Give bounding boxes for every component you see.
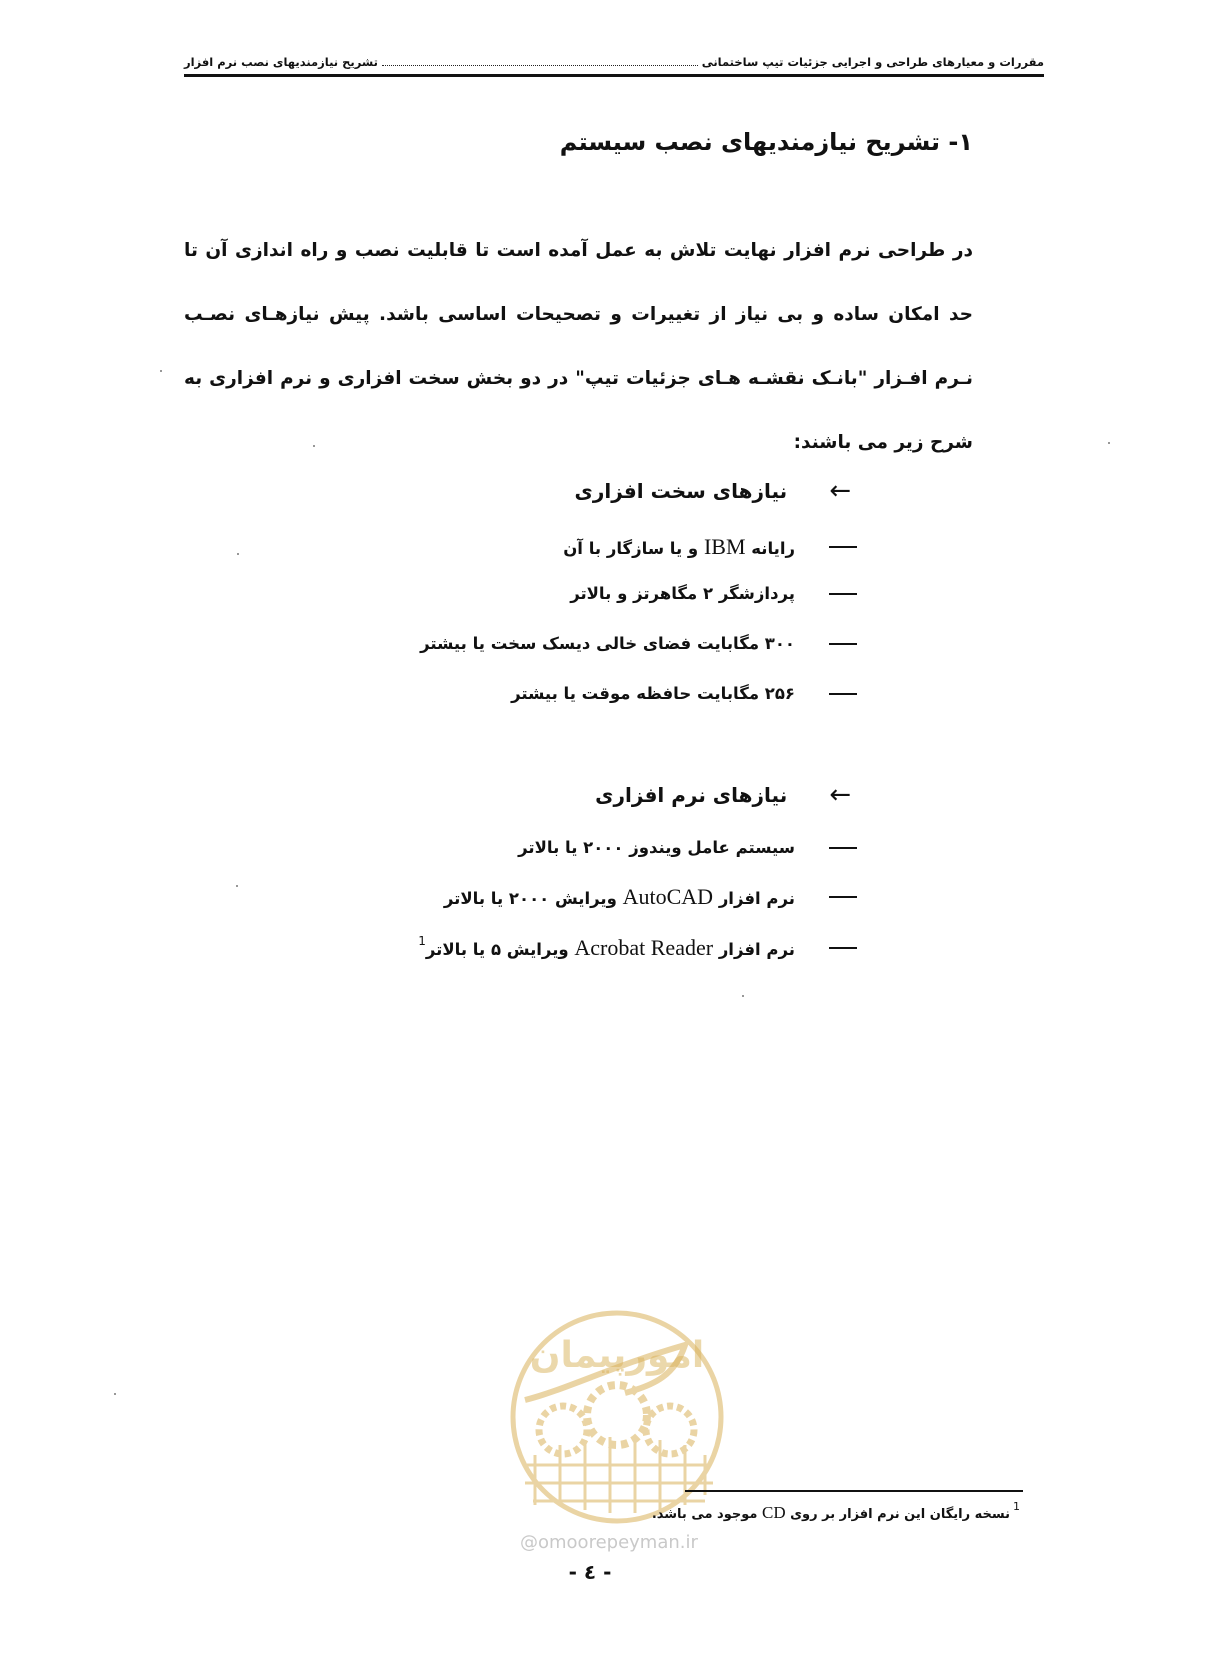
scan-speck <box>236 885 238 887</box>
running-header-section: تشریح نیازمندیهای نصب نرم افزار <box>184 55 378 69</box>
hardware-item-ibm <box>563 534 857 560</box>
software-item-windows <box>518 838 857 857</box>
dash-bullet <box>829 643 857 645</box>
intro-paragraph: در طراحی نرم افزار نهایت تلاش به عمل آمده است تا قابلیت نصب و راه اندازی آن تا حد امکان ساده و بی نیاز از تغییرات و تصحیحات اساسی باشد. پیش نیازهـای نصـب نـرم افـزار "بانـک نقشـه هـای جزئیات تیپ" در دو بخش سخت افزاری و نرم افزاری به شرح زیر می باشند: <box>184 239 973 453</box>
hardware-requirements-heading <box>575 478 851 504</box>
hardware-item-text: رایانه IBM و یا سازگار با آن <box>563 534 795 559</box>
software-item-autocad <box>444 884 857 910</box>
hardware-requirements-title: نیازهای سخت افزاری <box>574 479 788 503</box>
software-requirements-heading <box>595 782 851 808</box>
software-item-acrobat <box>416 934 857 961</box>
hardware-item-text: پردازشگر ۲ مگاهرتز و بالاتر <box>570 584 795 603</box>
arrow-left-icon: ← <box>829 476 851 506</box>
dash-bullet <box>829 693 857 695</box>
dash-bullet <box>829 847 857 849</box>
running-header <box>184 52 1044 72</box>
software-item-text: نرم افزار Acrobat Reader ویرایش ۵ یا بالاتر$^1$ <box>418 934 795 960</box>
scan-speck <box>160 370 162 372</box>
watermark-url: @omoorepeyman.ir <box>520 1532 698 1553</box>
dash-bullet <box>829 593 857 595</box>
scan-speck <box>114 1393 116 1395</box>
footnote-reference[interactable]: 1 <box>418 934 426 948</box>
software-item-text: نرم افزار AutoCAD ویرایش ۲۰۰۰ یا بالاتر <box>443 884 795 909</box>
header-rule <box>184 74 1044 77</box>
footnote-rule <box>685 1490 1023 1492</box>
dash-bullet <box>829 947 857 949</box>
section-heading: ۱- تشریح نیازمندیهای نصب سیستم <box>559 128 973 156</box>
scan-speck <box>313 445 315 447</box>
hardware-item-disk <box>420 634 857 653</box>
footnote-text: نسخه رایگان این نرم افزار بر روی CD موجود می باشد. <box>651 1503 1010 1522</box>
page-number: - ٤ - <box>568 1560 612 1584</box>
hardware-item-processor <box>570 584 857 603</box>
footnote-number: 1 <box>1013 1500 1020 1513</box>
scan-speck <box>742 995 744 997</box>
svg-text:امورپیمان: امورپیمان <box>529 1335 705 1376</box>
software-requirements-title: نیازهای نرم افزاری <box>595 783 788 807</box>
running-header-leader <box>382 65 698 66</box>
hardware-item-memory <box>511 684 857 703</box>
software-item-text: سیستم عامل ویندوز ۲۰۰۰ یا بالاتر <box>518 838 795 857</box>
arrow-left-icon: ← <box>829 780 851 810</box>
running-header-chapter: مقررات و معیارهای طراحی و اجرایی جزئیات تیپ ساختمانی <box>701 55 1044 69</box>
watermark-seal-logo <box>505 1305 730 1530</box>
dash-bullet <box>829 896 857 898</box>
hardware-item-text: ۲۵۶ مگابایت حافظه موقت یا بیشتر <box>511 684 795 703</box>
dash-bullet <box>829 546 857 548</box>
hardware-item-text: ۳۰۰ مگابایت فضای خالی دیسک سخت یا بیشتر <box>420 634 795 653</box>
scan-speck <box>1108 442 1110 444</box>
footnote <box>652 1500 1020 1523</box>
scan-speck <box>237 553 239 555</box>
